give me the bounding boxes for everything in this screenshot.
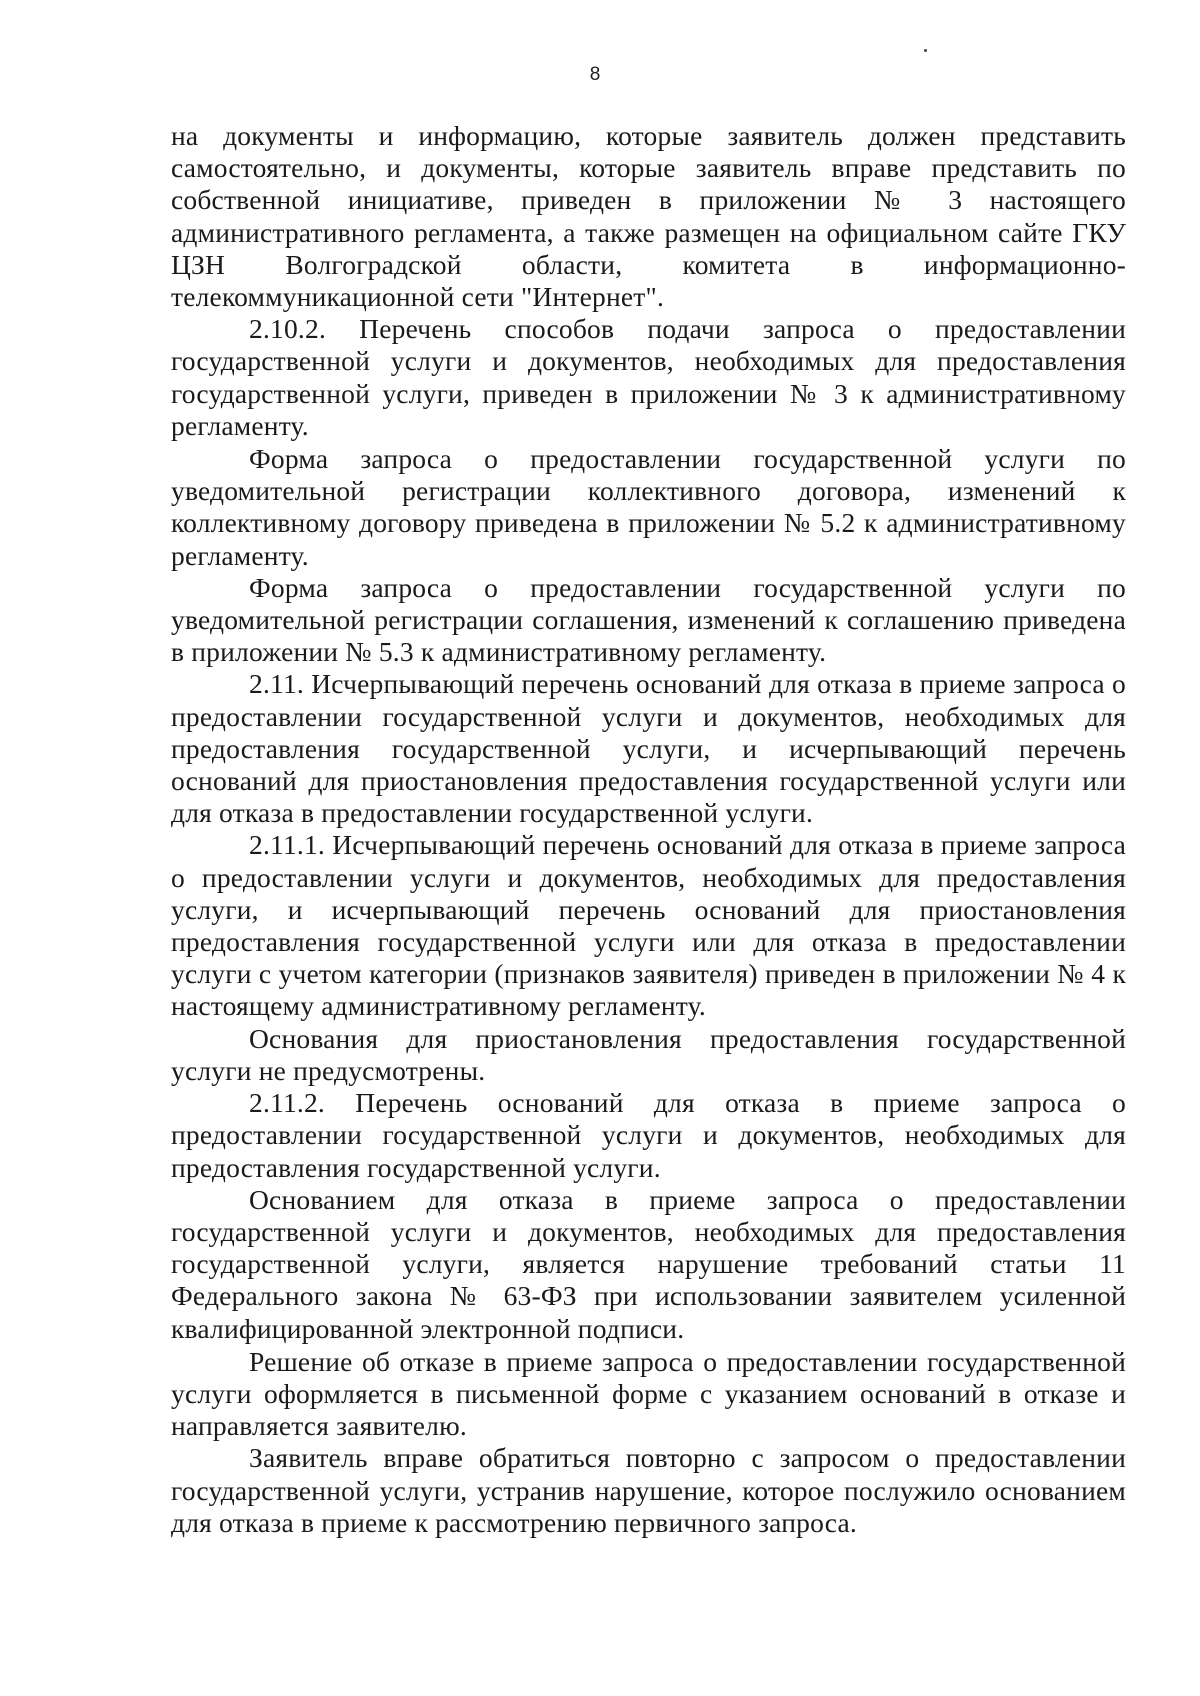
paragraph-2-11-1: 2.11.1. Исчерпывающий перечень оснований для отказа в приеме запроса о предоставлении услуги и документов, необходимых для предоставления услуги, и исчерпывающий перечень оснований для приостановления предоставления государственной услуги или для отказа в предоставлении услуги с учетом категории (признаков заявителя) приведен в приложении № 4 к настоящему административному регламенту. — [171, 829, 1126, 1022]
page-number: 8 — [589, 64, 601, 85]
paragraph-continuation: на документы и информацию, которые заявитель должен представить самостоятельно, и документы, которые заявитель вправе представить по собственной инициативе, приведен в приложении № 3 настоящего административного регламента, а также размещен на официальном сайте ГКУ ЦЗН Волгоградской области, комитета в информационно-телекоммуникационной сети "Интернет". — [171, 120, 1126, 313]
paragraph-refusal-basis: Основанием для отказа в приеме запроса о предоставлении государственной услуги и документов, необходимых для предоставления государственной услуги, является нарушение требований статьи 11 Федерального закона № 63-ФЗ при использовании заявителем усиленной квалифицированной электронной подписи. — [171, 1183, 1126, 1344]
paragraph-form-agreement: Форма запроса о предоставлении государственной услуги по уведомительной регистрации соглашения, изменений к соглашению приведена в приложении № 5.3 к административному регламенту. — [171, 571, 1126, 668]
paragraph-suspension-grounds: Основания для приостановления предоставления государственной услуги не предусмотрены. — [171, 1022, 1126, 1086]
paragraph-2-11: 2.11. Исчерпывающий перечень оснований для отказа в приеме запроса о предоставлении государственной услуги и документов, необходимых для предоставления государственной услуги, и исчерпывающий перечень оснований для приостановления предоставления государственной услуги или для отказа в предоставлении государственной услуги. — [171, 668, 1126, 829]
paragraph-refusal-decision: Решение об отказе в приеме запроса о предоставлении государственной услуги оформляется в письменной форме с указанием оснований в отказе и направляется заявителю. — [171, 1345, 1126, 1442]
document-body — [171, 120, 1126, 1539]
paragraph-form-collective-agreement: Форма запроса о предоставлении государственной услуги по уведомительной регистрации коллективного договора, изменений к коллективному договору приведена в приложении № 5.2 к административному регламенту. — [171, 443, 1126, 571]
paragraph-reapply: Заявитель вправе обратиться повторно с запросом о предоставлении государственной услуги, устранив нарушение, которое послужило основанием для отказа в приеме к рассмотрению первичного запроса. — [171, 1442, 1126, 1538]
paragraph-2-11-2: 2.11.2. Перечень оснований для отказа в приеме запроса о предоставлении государственной услуги и документов, необходимых для предоставления государственной услуги. — [171, 1087, 1126, 1183]
scan-speck — [924, 49, 927, 52]
paragraph-2-10-2: 2.10.2. Перечень способов подачи запроса о предоставлении государственной услуги и документов, необходимых для предоставления государственной услуги, приведен в приложении № 3 к административному регламенту. — [171, 313, 1126, 441]
